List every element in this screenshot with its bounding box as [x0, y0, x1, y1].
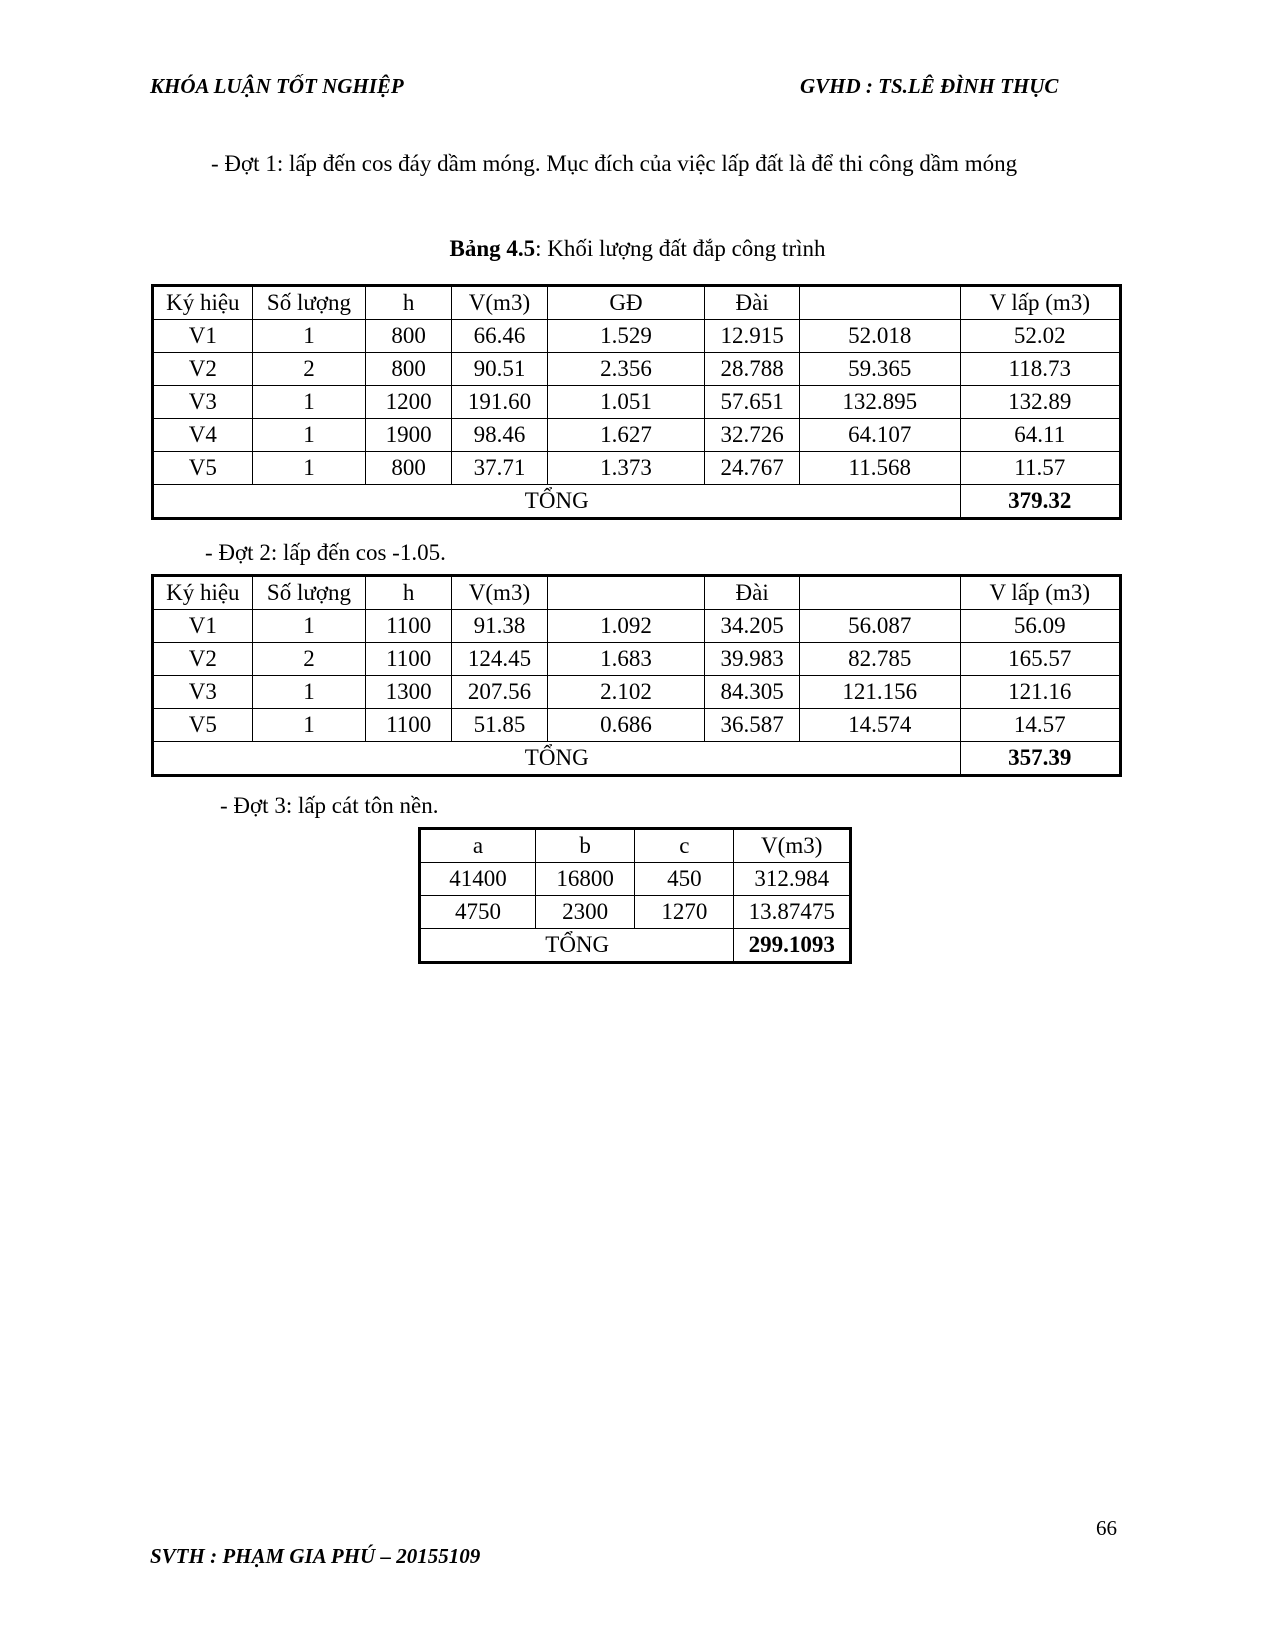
table-cell: 800: [366, 452, 452, 485]
table-cell: 207.56: [452, 676, 548, 709]
table-cell: V2: [153, 643, 253, 676]
column-header: c: [635, 829, 734, 863]
table-cell: 14.574: [800, 709, 960, 742]
header-right: GVHD : TS.LÊ ĐÌNH THỤC: [800, 74, 1059, 98]
table-cell: 1300: [366, 676, 452, 709]
table-cell: 132.89: [960, 386, 1121, 419]
table-cell: 91.38: [452, 610, 548, 643]
table-cell: 52.018: [800, 320, 960, 353]
fill-volume-table-phase-2: [151, 574, 1122, 777]
table-cell: V3: [153, 676, 253, 709]
table-row: [153, 386, 1121, 419]
column-header: V(m3): [452, 286, 548, 320]
table-row: [153, 320, 1121, 353]
column-header: [547, 576, 704, 610]
page-number: 66: [1096, 1516, 1117, 1540]
table-cell: 82.785: [800, 643, 960, 676]
table-cell: 64.11: [960, 419, 1121, 452]
total-row: [420, 929, 851, 963]
table-cell: 1100: [366, 709, 452, 742]
table-cell: 1.683: [547, 643, 704, 676]
table-cell: V3: [153, 386, 253, 419]
table-cell: 2: [252, 353, 366, 386]
table-row: [153, 452, 1121, 485]
table-cell: 800: [366, 320, 452, 353]
sand-fill-table: [418, 827, 852, 964]
total-value: 357.39: [960, 742, 1121, 776]
table-row: [153, 709, 1121, 742]
table-cell: 98.46: [452, 419, 548, 452]
table-cell: 32.726: [705, 419, 800, 452]
table-row: [153, 610, 1121, 643]
table-caption: [0, 236, 1275, 262]
table-cell: 1: [252, 452, 366, 485]
column-header: Số lượng: [252, 286, 366, 320]
column-header: V lấp (m3): [960, 286, 1121, 320]
total-row: [153, 485, 1121, 519]
fill-volume-table-phase-1: [151, 284, 1122, 520]
table-cell: 24.767: [705, 452, 800, 485]
table-cell: 1.529: [547, 320, 704, 353]
total-value: 299.1093: [734, 929, 851, 963]
column-header: b: [536, 829, 635, 863]
table-cell: 59.365: [800, 353, 960, 386]
table-cell: 41400: [420, 863, 536, 896]
total-label: TỔNG: [153, 485, 961, 519]
table-cell: 121.16: [960, 676, 1121, 709]
column-header: Đài: [705, 286, 800, 320]
total-value: 379.32: [960, 485, 1121, 519]
table-cell: 11.568: [800, 452, 960, 485]
column-header: [800, 576, 960, 610]
column-header: h: [366, 286, 452, 320]
table-header-row: [420, 829, 851, 863]
column-header: GĐ: [547, 286, 704, 320]
column-header: h: [366, 576, 452, 610]
table-cell: 64.107: [800, 419, 960, 452]
table-cell: 1.051: [547, 386, 704, 419]
table-cell: 1: [252, 320, 366, 353]
table-cell: 90.51: [452, 353, 548, 386]
table-cell: 1.092: [547, 610, 704, 643]
table-cell: 57.651: [705, 386, 800, 419]
table-row: [420, 863, 851, 896]
table-row: [420, 896, 851, 929]
total-label: TỔNG: [153, 742, 961, 776]
paragraph-phase-1: - Đợt 1: lấp đến cos đáy dầm móng. Mục đích của việc lấp đất là để thi công dầm móng: [211, 151, 1018, 176]
table-cell: 4750: [420, 896, 536, 929]
table-cell: 450: [635, 863, 734, 896]
column-header: V lấp (m3): [960, 576, 1121, 610]
table-cell: 191.60: [452, 386, 548, 419]
table-header-row: [153, 576, 1121, 610]
footer: SVTH : PHẠM GIA PHÚ – 20155109: [150, 1544, 481, 1568]
table-cell: 1900: [366, 419, 452, 452]
table-cell: V5: [153, 709, 253, 742]
column-header: Ký hiệu: [153, 286, 253, 320]
table-cell: 121.156: [800, 676, 960, 709]
column-header: V(m3): [734, 829, 851, 863]
table-cell: 1.627: [547, 419, 704, 452]
table-cell: 1100: [366, 610, 452, 643]
table-cell: 1: [252, 419, 366, 452]
table-row: [153, 419, 1121, 452]
column-header: a: [420, 829, 536, 863]
table-cell: V5: [153, 452, 253, 485]
table-cell: 11.57: [960, 452, 1121, 485]
table-cell: 2.102: [547, 676, 704, 709]
table-cell: 1.373: [547, 452, 704, 485]
table-row: [153, 353, 1121, 386]
table-cell: 2: [252, 643, 366, 676]
table-cell: 12.915: [705, 320, 800, 353]
table-cell: 34.205: [705, 610, 800, 643]
table-caption-text: : Khối lượng đất đắp công trình: [535, 236, 826, 261]
table-cell: 13.87475: [734, 896, 851, 929]
header-left: KHÓA LUẬN TỐT NGHIỆP: [150, 74, 404, 98]
table-cell: 39.983: [705, 643, 800, 676]
table-cell: 36.587: [705, 709, 800, 742]
table-cell: 2.356: [547, 353, 704, 386]
table-cell: 1: [252, 610, 366, 643]
table-cell: 312.984: [734, 863, 851, 896]
table-cell: 1200: [366, 386, 452, 419]
column-header: V(m3): [452, 576, 548, 610]
table-cell: 132.895: [800, 386, 960, 419]
table-cell: 52.02: [960, 320, 1121, 353]
total-label: TỔNG: [420, 929, 734, 963]
table-cell: 1: [252, 709, 366, 742]
table-cell: 1: [252, 386, 366, 419]
table-cell: 165.57: [960, 643, 1121, 676]
table-cell: 0.686: [547, 709, 704, 742]
paragraph-phase-2: - Đợt 2: lấp đến cos -1.05.: [205, 540, 446, 565]
column-header: [800, 286, 960, 320]
table-cell: 28.788: [705, 353, 800, 386]
table-cell: 1270: [635, 896, 734, 929]
table-header-row: [153, 286, 1121, 320]
table-cell: 14.57: [960, 709, 1121, 742]
table-row: [153, 643, 1121, 676]
column-header: Ký hiệu: [153, 576, 253, 610]
table-cell: 56.09: [960, 610, 1121, 643]
column-header: Đài: [705, 576, 800, 610]
table-cell: 37.71: [452, 452, 548, 485]
table-cell: 1100: [366, 643, 452, 676]
table-cell: V1: [153, 610, 253, 643]
table-cell: 118.73: [960, 353, 1121, 386]
table-cell: 66.46: [452, 320, 548, 353]
table-cell: 84.305: [705, 676, 800, 709]
table-cell: 1: [252, 676, 366, 709]
paragraph-phase-3: - Đợt 3: lấp cát tôn nền.: [220, 793, 439, 818]
table-cell: V4: [153, 419, 253, 452]
table-cell: 800: [366, 353, 452, 386]
table-cell: 2300: [536, 896, 635, 929]
table-cell: V1: [153, 320, 253, 353]
table-cell: 16800: [536, 863, 635, 896]
table-cell: 124.45: [452, 643, 548, 676]
column-header: Số lượng: [252, 576, 366, 610]
table-caption-label: Bảng 4.5: [449, 236, 536, 261]
table-cell: 56.087: [800, 610, 960, 643]
table-cell: V2: [153, 353, 253, 386]
table-cell: 51.85: [452, 709, 548, 742]
total-row: [153, 742, 1121, 776]
table-row: [153, 676, 1121, 709]
